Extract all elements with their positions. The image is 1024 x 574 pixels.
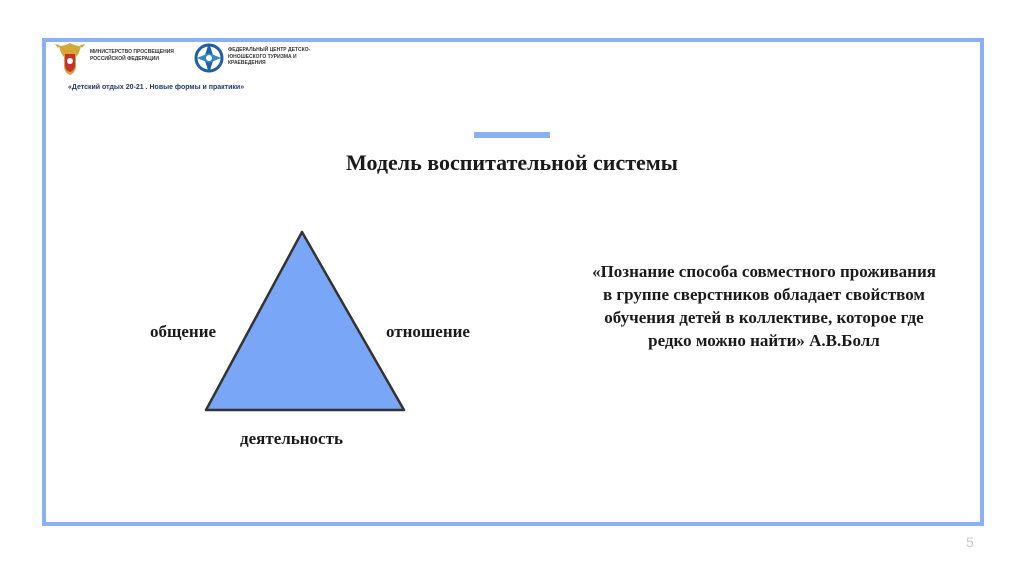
- slide-header: [54, 40, 334, 100]
- triangle-label-bottom: деятельность: [240, 429, 343, 448]
- triangle-label-left: общение: [150, 322, 217, 341]
- center-name: ФЕДЕРАЛЬНЫЙ ЦЕНТР ДЕТСКО-ЮНОШЕСКОГО ТУРИЗМА И КРАЕВЕДЕНИЯ: [228, 47, 311, 66]
- quote-text: «Познание способа совместного проживания в группе сверстников обладает свойством обучения детей в коллективе, которое где редко можно найти» А.В.Болл: [592, 262, 936, 350]
- triangle-label-right: отношение: [386, 322, 470, 341]
- event-title: «Детский отдых 20-21 . Новые формы и практики»: [68, 84, 245, 91]
- page-number: 5: [966, 534, 974, 550]
- center-logo-icon: [194, 40, 224, 78]
- triangle-diagram: [200, 228, 410, 414]
- coat-of-arms-icon: [54, 40, 86, 78]
- ministry-name: МИНИСТЕРСТВО ПРОСВЕЩЕНИЯ РОССИЙСКОЙ ФЕДЕРАЦИИ: [90, 49, 174, 62]
- slide-title: Модель воспитательной системы: [346, 150, 678, 175]
- title-accent-bar: [474, 132, 550, 138]
- triangle-shape: [206, 232, 404, 410]
